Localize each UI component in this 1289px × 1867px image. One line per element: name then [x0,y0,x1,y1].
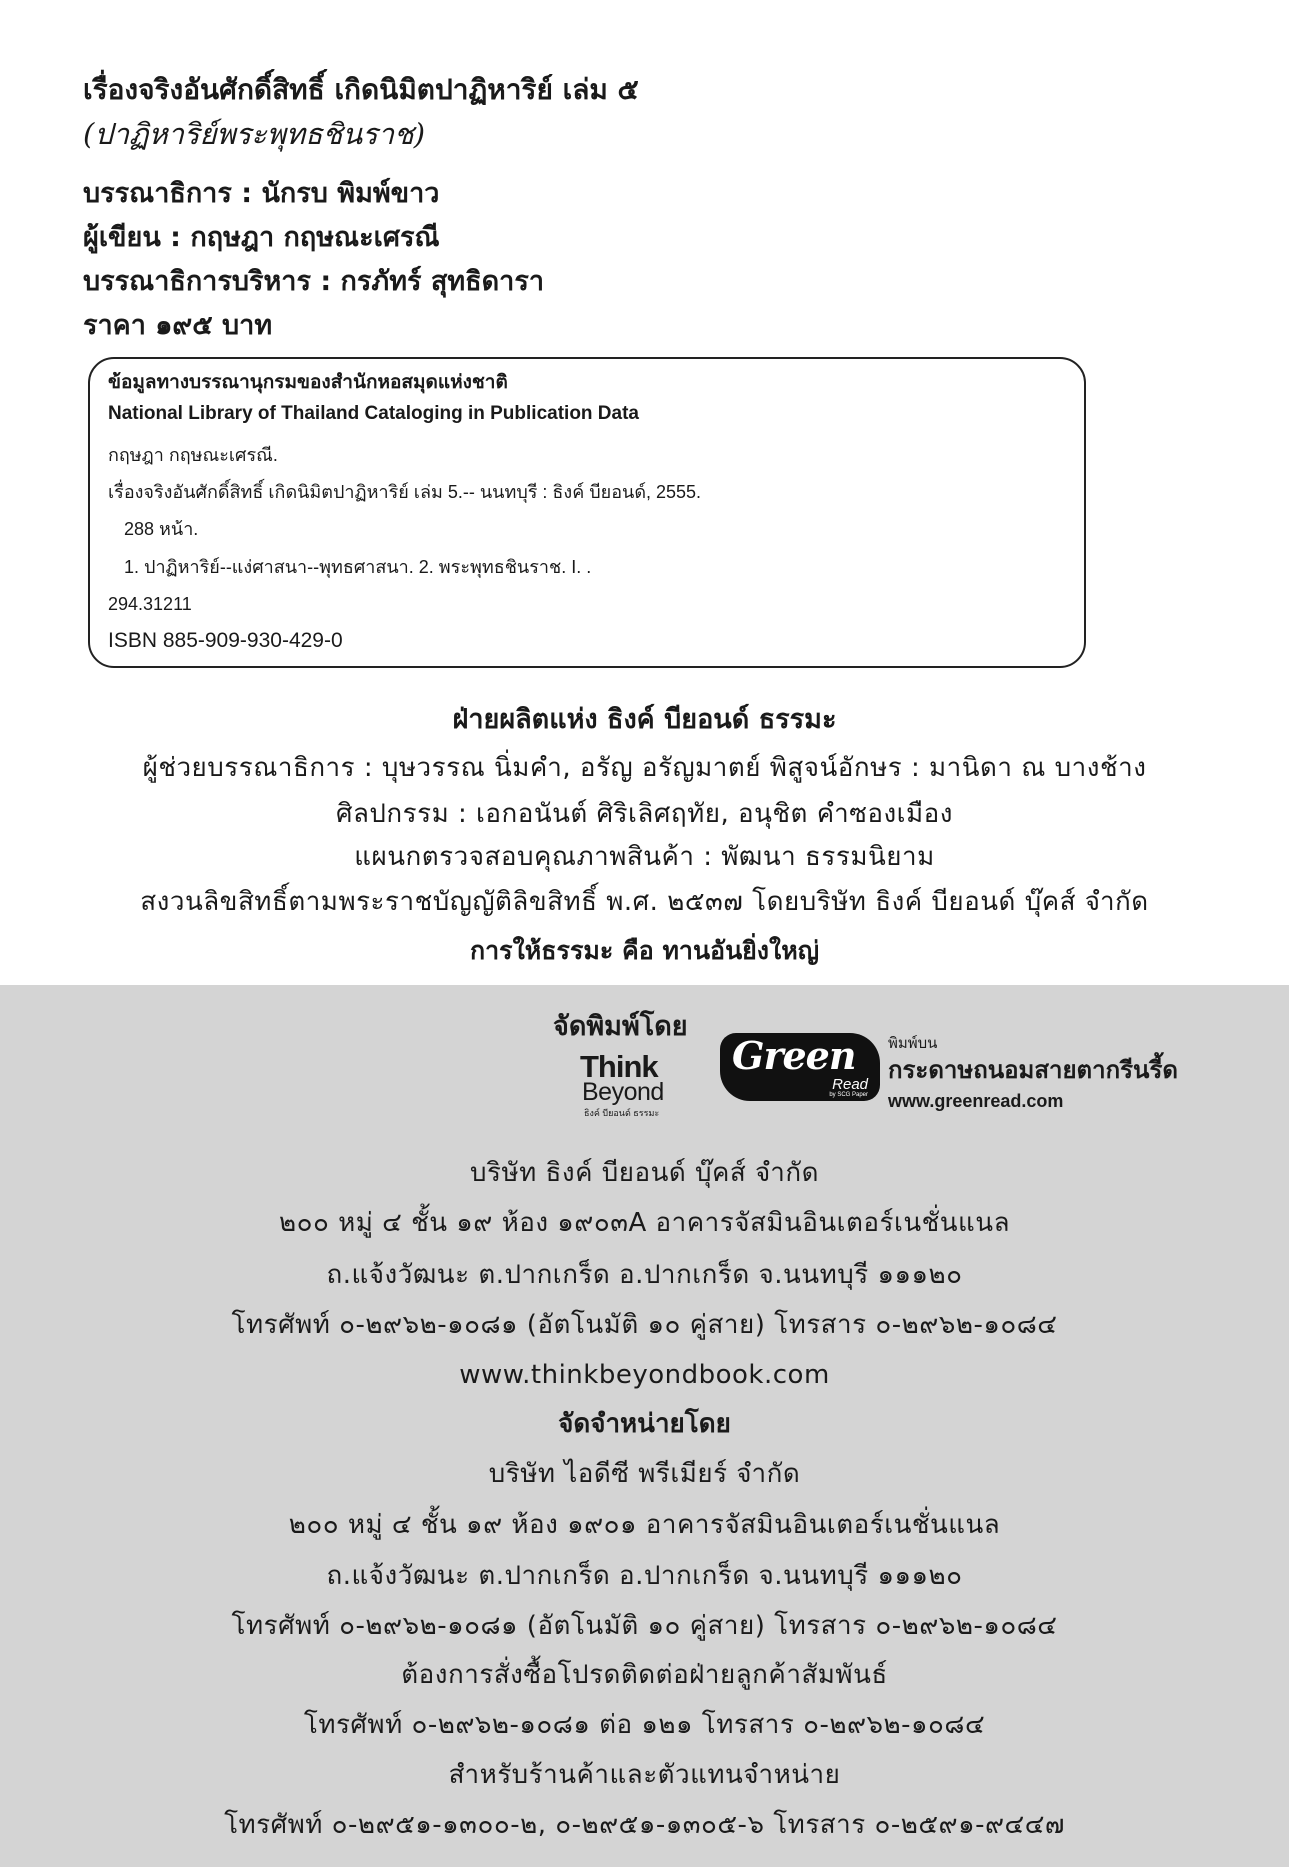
distributor-address-1: ๒๐๐ หมู่ ๔ ชั้น ๑๙ ห้อง ๑๙๐๑ อาคารจัสมินอินเตอร์เนชั่นแนล [288,1510,1001,1540]
order-note: ต้องการสั่งซื้อโปรดติดต่อฝ่ายลูกค้าสัมพันธ์ [401,1660,888,1690]
slogan: การให้ธรรมะ คือ ทานอันยิ่งใหญ่ [469,936,819,965]
publisher-website[interactable]: www.thinkbeyondbook.com [459,1360,830,1390]
copyright-line: สงวนลิขสิทธิ์ตามพระราชบัญญัติลิขสิทธิ์ พ.ศ. ๒๕๓๗ โดยบริษัท ธิงค์ บียอนด์ บุ๊คส์ จำกัด [140,887,1149,917]
cip-title: เรื่องจริงอันศักดิ์สิทธิ์ เกิดนิมิตปาฏิหาริย์ เล่ม 5.-- นนทบุรี : ธิงค์ บียอนด์, 2555. [108,482,702,502]
cip-subjects: 1. ปาฏิหาริย์--แง่ศาสนา--พุทธศาสนา. 2. พระพุทธชินราช. I. . [124,557,592,577]
managing-editor-line: บรรณาธิการบริหาร : กรภัทร์ สุทธิดารา [83,266,545,297]
publisher-phone: โทรศัพท์ ๐-๒๙๖๒-๑๐๘๑ (อัตโนมัติ ๑๐ คู่สาย) โทรสาร ๐-๒๙๖๒-๑๐๘๔ [231,1310,1058,1340]
logo-thai-text: ธิงค์ บียอนด์ ธรรมะ [584,1108,660,1119]
book-subtitle: (ปาฏิหาริย์พระพุทธชินราช) [83,117,426,151]
retail-phone: โทรศัพท์ ๐-๒๙๕๑-๑๓๐๐-๒, ๐-๒๙๕๑-๑๓๐๕-๖ โทรสาร ๐-๒๕๙๑-๙๔๔๗ [224,1810,1065,1840]
green-read-logo [720,1033,880,1101]
cip-classification: 294.31211 [108,594,192,614]
price-line: ราคา ๑๙๕ บาท [83,310,273,341]
production-line-1: ผู้ช่วยบรรณาธิการ : บุษวรรณ นิ่มคำ, อรัญ อรัญมาตย์ พิสูจน์อักษร : มานิดา ณ บางช้าง [142,753,1147,783]
logo-think-text: Think [580,1049,658,1084]
logo-scg-text: by SCG Paper [829,1092,868,1098]
production-line-2: ศิลปกรรม : เอกอนันต์ ศิริเลิศฤทัย, อนุชิต คำซองเมือง [335,799,953,829]
publisher-address-1: ๒๐๐ หมู่ ๔ ชั้น ๑๙ ห้อง ๑๙๐๓A อาคารจัสมินอินเตอร์เนชั่นแนล [278,1208,1011,1238]
logo-green-text: Green [732,1033,856,1078]
order-phone: โทรศัพท์ ๐-๒๙๖๒-๑๐๘๑ ต่อ ๑๒๑ โทรสาร ๐-๒๙๖๒-๑๐๘๔ [303,1710,986,1740]
cip-isbn: ISBN 885-909-930-429-0 [108,629,343,652]
cip-heading-thai: ข้อมูลทางบรรณานุกรมของสำนักหอสมุดแห่งชาติ [108,372,508,393]
cip-heading-english: National Library of Thailand Cataloging in Publication Data [108,403,639,424]
paper-name: กระดาษถนอมสายตากรีนรี้ด [888,1056,1178,1084]
distributor-phone: โทรศัพท์ ๐-๒๙๖๒-๑๐๘๑ (อัตโนมัติ ๑๐ คู่สาย) โทรสาร ๐-๒๙๖๒-๑๐๘๔ [231,1611,1058,1641]
logo-read-text: Read [832,1076,868,1093]
editor-line: บรรณาธิการ : นักรบ พิมพ์ขาว [83,178,440,209]
greenread-url: www.greenread.com [888,1091,1064,1111]
cip-pages: 288 หน้า. [124,519,199,539]
publisher-heading: จัดพิมพ์โดย [553,1011,688,1042]
author-line: ผู้เขียน : กฤษฎา กฤษณะเศรณี [83,222,440,253]
retail-note: สำหรับร้านค้าและตัวแทนจำหน่าย [448,1760,841,1790]
print-on-label: พิมพ์บน [888,1034,938,1052]
production-line-3: แผนกตรวจสอบคุณภาพสินค้า : พัฒนา ธรรมนิยาม [354,842,935,872]
think-beyond-logo [580,1049,664,1119]
publisher-company: บริษัท ธิงค์ บียอนด์ บุ๊คส์ จำกัด [470,1158,819,1188]
cip-author: กฤษฎา กฤษณะเศรณี. [108,445,278,465]
logo-beyond-text: Beyond [582,1078,664,1107]
distributor-address-2: ถ.แจ้งวัฒนะ ต.ปากเกร็ด อ.ปากเกร็ด จ.นนทบุรี ๑๑๑๒๐ [326,1561,963,1591]
book-title: เรื่องจริงอันศักดิ์สิทธิ์ เกิดนิมิตปาฏิหาริย์ เล่ม ๕ [83,73,639,106]
distributor-heading: จัดจำหน่ายโดย [558,1409,731,1439]
production-heading: ฝ่ายผลิตแห่ง ธิงค์ บียอนด์ ธรรมะ [452,704,837,735]
publisher-address-2: ถ.แจ้งวัฒนะ ต.ปากเกร็ด อ.ปากเกร็ด จ.นนทบุรี ๑๑๑๒๐ [326,1260,963,1290]
distributor-company: บริษัท ไอดีซี พรีเมียร์ จำกัด [488,1459,801,1489]
